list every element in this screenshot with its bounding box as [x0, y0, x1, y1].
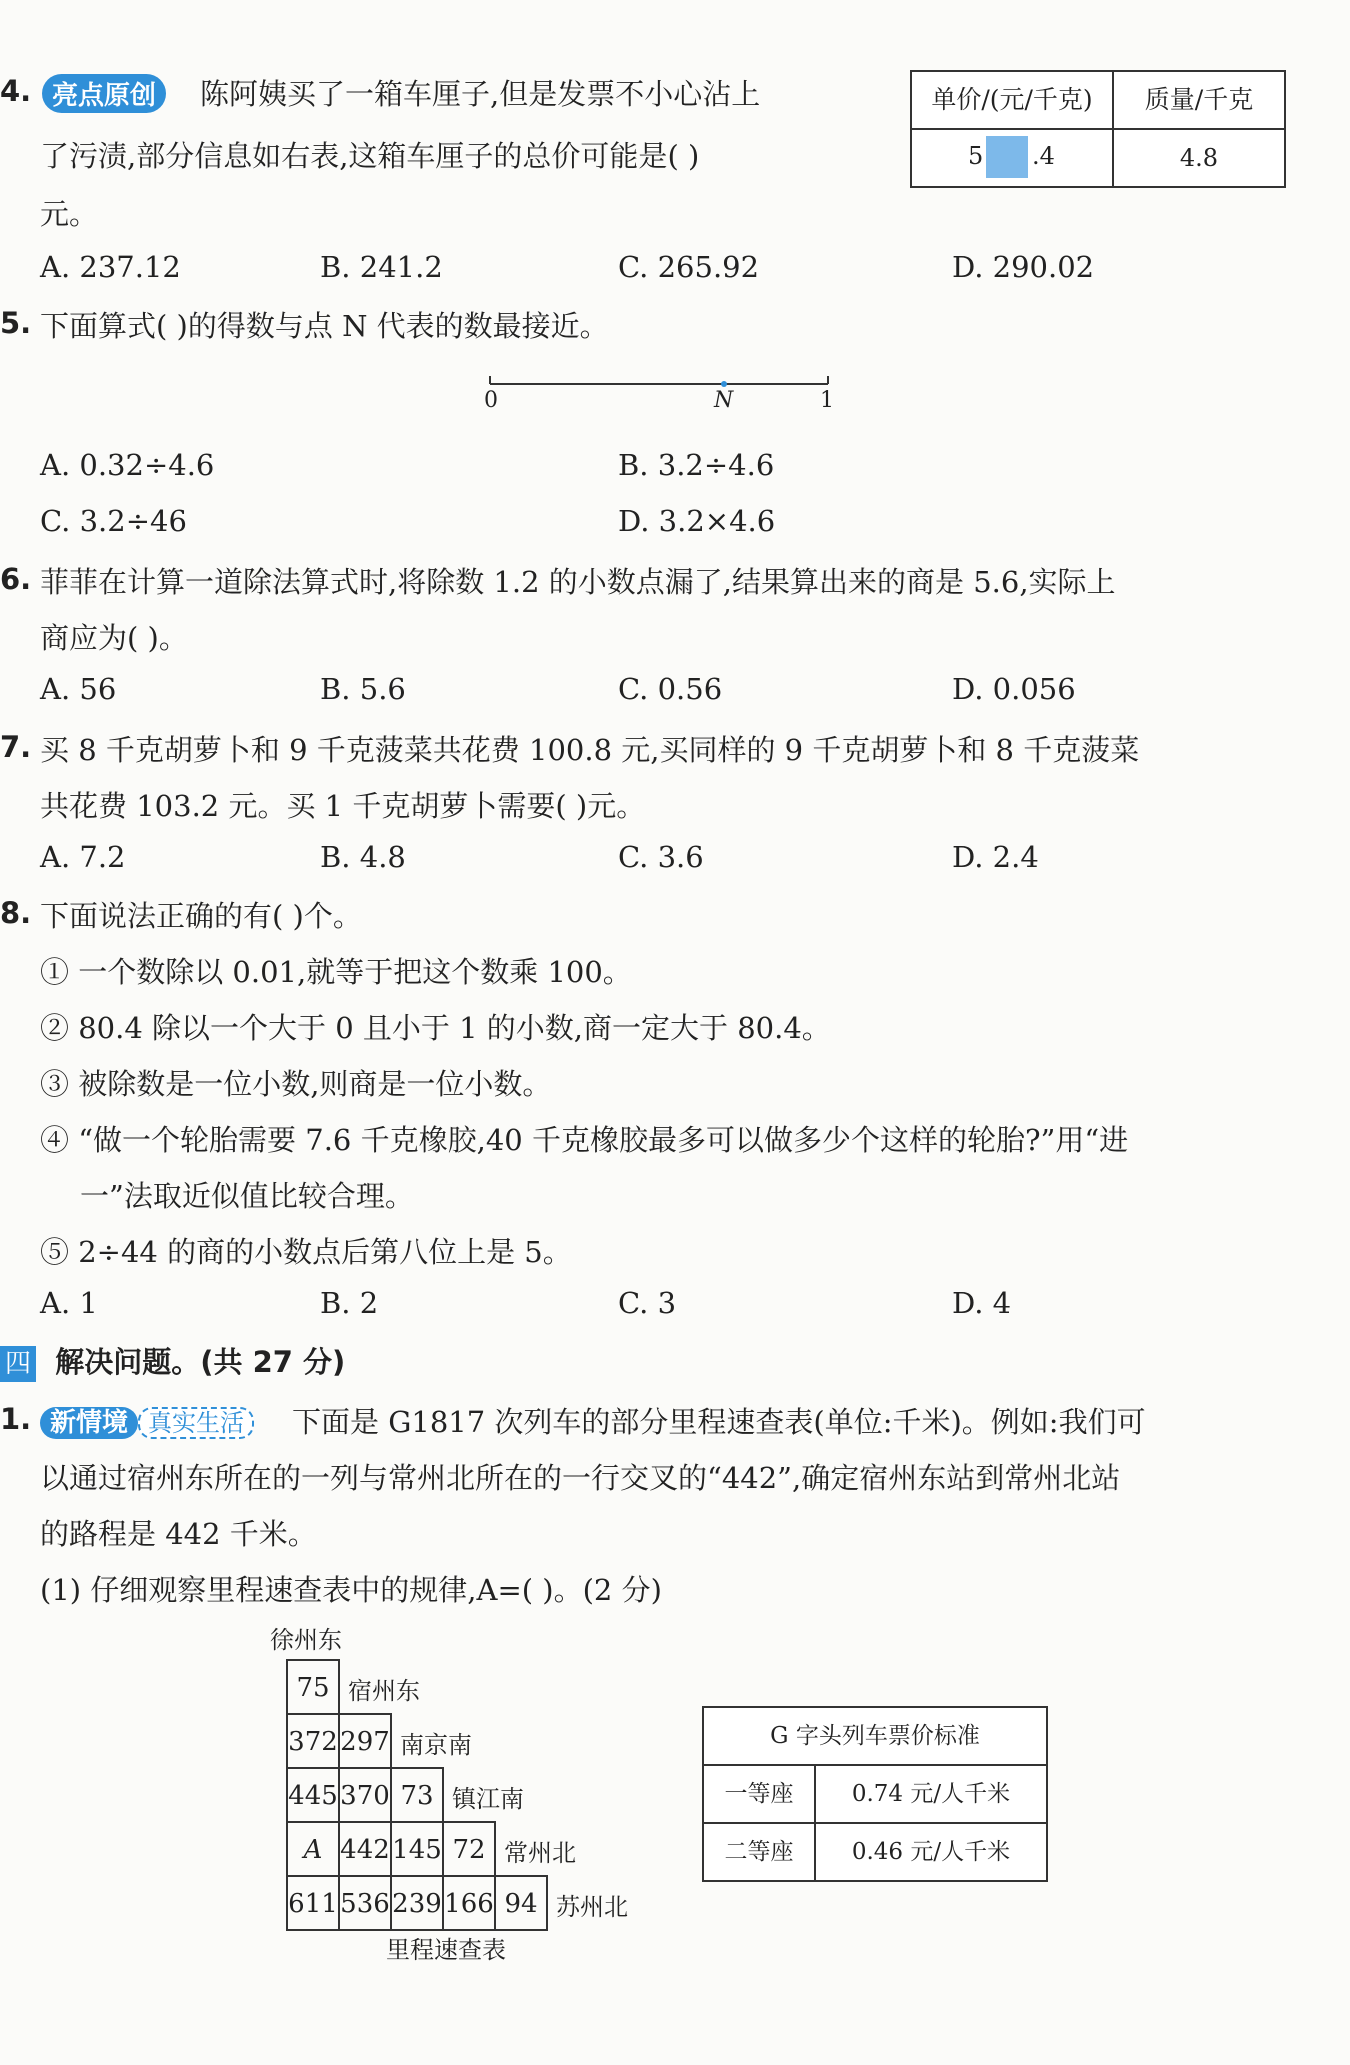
q4-table-weight-value: 4.8: [1179, 144, 1219, 172]
section-four-badge: 四: [0, 1346, 36, 1382]
q8-number: 8.: [0, 896, 32, 930]
station-label: 镇江南: [452, 1785, 524, 1813]
fare-seat-first: 一等座: [704, 1766, 816, 1824]
q7-option-b[interactable]: B. 4.8: [320, 840, 406, 874]
q5-option-b[interactable]: B. 3.2÷4.6: [618, 448, 775, 482]
mileage-cell: 73: [390, 1767, 444, 1823]
mileage-cell: 75: [286, 1659, 340, 1715]
p1-subquestion-1: (1) 仔细观察里程速查表中的规律,A=( )。(2 分): [40, 1573, 662, 1607]
q6-option-a[interactable]: A. 56: [40, 672, 117, 706]
q5-option-a[interactable]: A. 0.32÷4.6: [40, 448, 215, 482]
fare-price-second: 0.46 元/人千米: [851, 1839, 1011, 1865]
q4-text-line1: 陈阿姨买了一箱车厘子,但是发票不小心沾上: [200, 77, 761, 111]
p1-tag-real-life: 真实生活: [138, 1407, 254, 1439]
p1-text-line3: 的路程是 442 千米。: [40, 1517, 317, 1551]
q6-text-line2: 商应为( )。: [40, 621, 188, 655]
p1-number: 1.: [0, 1402, 32, 1436]
fare-seat-second: 二等座: [704, 1824, 816, 1880]
q5-option-c[interactable]: C. 3.2÷46: [40, 504, 187, 538]
q8-statement-1: ① 一个数除以 0.01,就等于把这个数乘 100。: [40, 955, 632, 989]
section-four-title: 解决问题。(共 27 分): [55, 1345, 346, 1379]
q7-option-a[interactable]: A. 7.2: [40, 840, 126, 874]
q4-table-header-price: 单价/(元/千克): [912, 72, 1114, 130]
q8-statement-3: ③ 被除数是一位小数,则商是一位小数。: [40, 1067, 552, 1101]
q6-option-c[interactable]: C. 0.56: [618, 672, 723, 706]
q4-text-line2: 了污渍,部分信息如右表,这箱车厘子的总价可能是( ): [40, 139, 700, 173]
fare-table: [702, 1706, 1048, 1882]
q8-option-d[interactable]: D. 4: [952, 1286, 1012, 1320]
p1-text-line2: 以通过宿州东所在的一列与常州北所在的一行交叉的“442”,确定宿州东站到常州北站: [40, 1461, 1121, 1495]
station-label: 苏州北: [556, 1893, 628, 1921]
q7-number: 7.: [0, 730, 32, 764]
q8-statement-2: ② 80.4 除以一个大于 0 且小于 1 的小数,商一定大于 80.4。: [40, 1011, 831, 1045]
p1-text-line1: 下面是 G1817 次列车的部分里程速查表(单位:千米)。例如:我们可: [292, 1405, 1146, 1439]
q8-text: 下面说法正确的有( )个。: [40, 899, 362, 933]
fare-price-first: 0.74 元/人千米: [816, 1766, 1046, 1824]
p1-tag-new-context: 新情境: [40, 1407, 138, 1439]
mileage-cell: 297: [338, 1713, 392, 1769]
mileage-cell: 239: [390, 1875, 444, 1931]
q5-option-d[interactable]: D. 3.2×4.6: [618, 504, 776, 538]
q4-table-price-cell: [912, 130, 1114, 186]
q4-option-b[interactable]: B. 241.2: [320, 250, 443, 284]
q8-option-c[interactable]: C. 3: [618, 1286, 677, 1320]
q4-table-header-weight: 质量/千克: [1114, 72, 1284, 130]
mileage-cell: 72: [442, 1821, 496, 1877]
q5-number-line: [480, 370, 840, 420]
q4-option-a[interactable]: A. 237.12: [40, 250, 181, 284]
q5-axis-one: 1: [820, 388, 834, 413]
q4-number: 4.: [0, 74, 32, 108]
q4-price-digit-visible: 5: [968, 142, 984, 170]
q4-price-digit-after: .4: [1032, 142, 1055, 170]
q5-text: 下面算式( )的得数与点 N 代表的数最接近。: [40, 309, 609, 343]
q6-number: 6.: [0, 562, 32, 596]
mileage-cell: 94: [494, 1875, 548, 1931]
p1-tag-group: [40, 1402, 254, 1439]
q7-text-line1: 买 8 千克胡萝卜和 9 千克菠菜共花费 100.8 元,买同样的 9 千克胡萝卜和 8 千克菠菜: [40, 733, 1140, 767]
fare-table-title: G 字头列车票价标准: [704, 1708, 1046, 1766]
station-label: 南京南: [400, 1731, 472, 1759]
q6-option-b[interactable]: B. 5.6: [320, 672, 406, 706]
q8-statement-5: ⑤ 2÷44 的商的小数点后第八位上是 5。: [40, 1235, 572, 1269]
q4-option-c[interactable]: C. 265.92: [618, 250, 760, 284]
mileage-cell: 145: [390, 1821, 444, 1877]
mileage-cell: 445: [286, 1767, 340, 1823]
mileage-cell: 370: [338, 1767, 392, 1823]
q4-stain-mark: [986, 136, 1028, 178]
q5-number: 5.: [0, 306, 32, 340]
q4-text-line3: 元。: [40, 197, 99, 231]
q7-option-c[interactable]: C. 3.6: [618, 840, 704, 874]
q4-tag-badge: 亮点原创: [42, 74, 166, 113]
mileage-cell: 166: [442, 1875, 496, 1931]
section-four-header: [0, 1340, 345, 1382]
q4-invoice-table: [910, 70, 1286, 188]
q4-option-d[interactable]: D. 290.02: [952, 250, 1095, 284]
mileage-cell: 536: [338, 1875, 392, 1931]
station-label: 常州北: [504, 1839, 576, 1867]
q6-text-line1: 菲菲在计算一道除法算式时,将除数 1.2 的小数点漏了,结果算出来的商是 5.6,实际上: [40, 565, 1116, 599]
q8-option-b[interactable]: B. 2: [320, 1286, 379, 1320]
mileage-cell: 442: [338, 1821, 392, 1877]
q8-statement-4: ④ “做一个轮胎需要 7.6 千克橡胶,40 千克橡胶最多可以做多少个这样的轮胎?”用“进: [40, 1123, 1129, 1157]
q7-option-d[interactable]: D. 2.4: [952, 840, 1039, 874]
mileage-table-caption: 里程速查表: [386, 1936, 506, 1964]
station-xuzhoudong: 徐州东: [270, 1626, 342, 1654]
station-label: 宿州东: [348, 1677, 420, 1705]
q5-axis-point-n: N: [714, 388, 734, 413]
q8-option-a[interactable]: A. 1: [40, 1286, 98, 1320]
q6-option-d[interactable]: D. 0.056: [952, 672, 1076, 706]
mileage-cell: 611: [286, 1875, 340, 1931]
q7-text-line2: 共花费 103.2 元。买 1 千克胡萝卜需要( )元。: [40, 789, 646, 823]
q8-statement-4-cont: 一”法取近似值比较合理。: [80, 1179, 414, 1213]
mileage-cell: 372: [286, 1713, 340, 1769]
mileage-cell: A: [286, 1821, 340, 1877]
q5-axis-zero: 0: [484, 388, 498, 413]
